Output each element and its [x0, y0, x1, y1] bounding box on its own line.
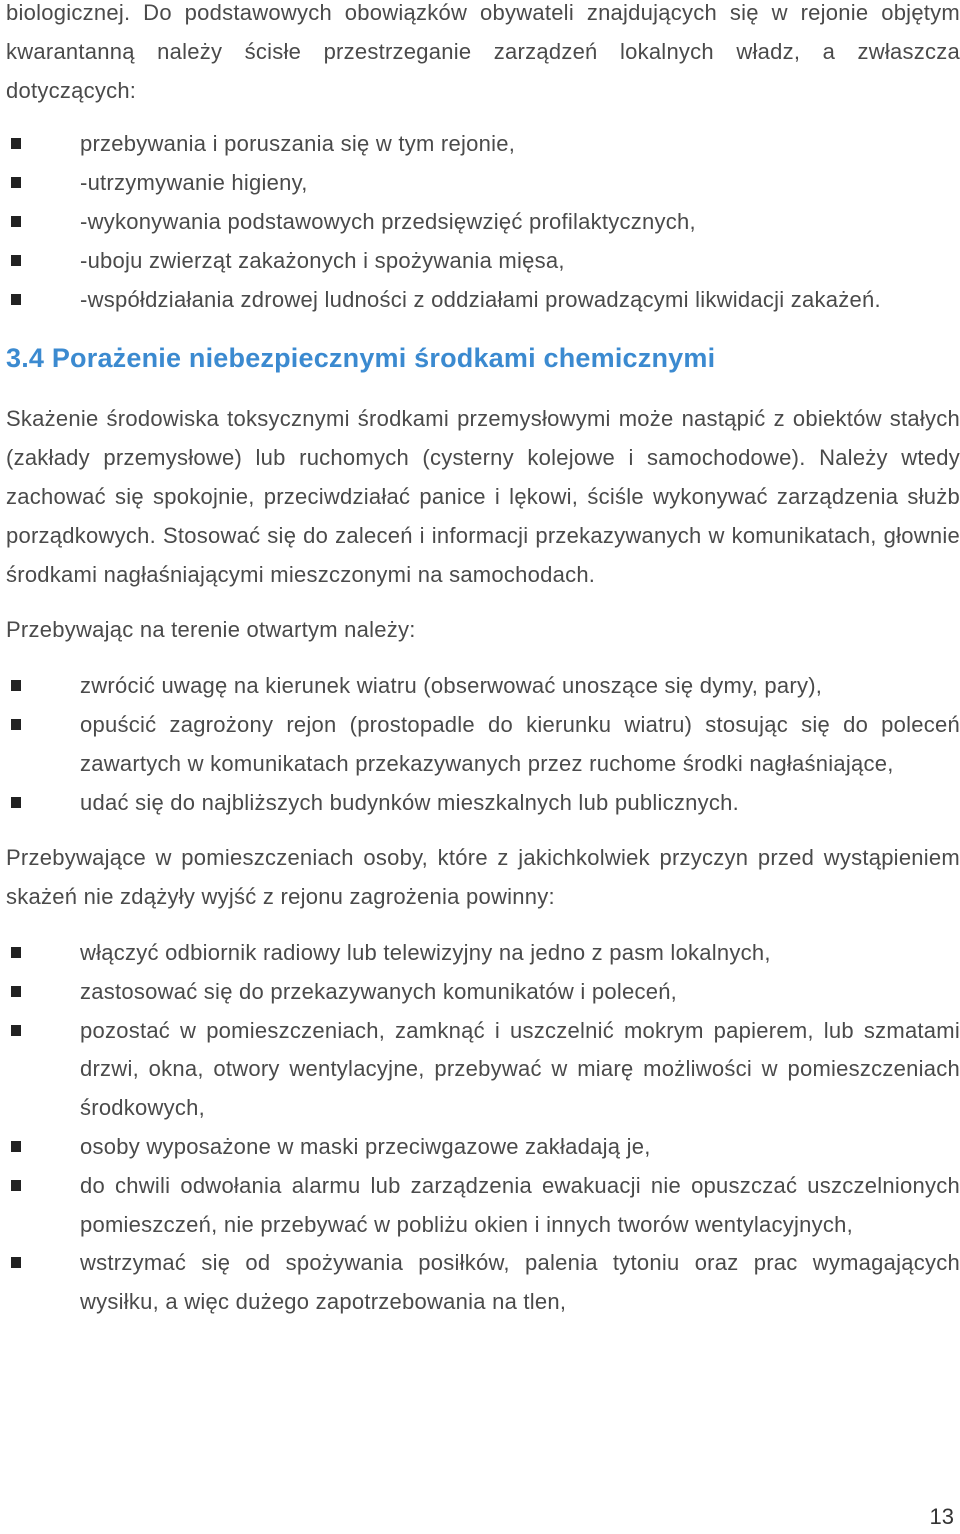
intro-paragraph: biologicznej. Do podstawowych obowiązków obywateli znajdujących się w rejonie objętym kwarantanną należy ścisłe przestrzeganie zarządzeń lokalnych władz, a zwłaszcza dotyczących:: [6, 0, 960, 103]
chemical-contamination-paragraph: Skażenie środowiska toksycznymi środkami przemysłowymi może nastąpić z obiektów stałych (zakłady przemysłowe) lub ruchomych (cysterny kolejowe i samochodowe). Należy wtedy zachować się spokojnie, przeciwdziałać panice i lękowi, ściśle wykonywać zarządzenia służb porządkowych. Stosować się do zaleceń i informacji przekazywanych w komunikatach, głownie środkami nagłaśniającymi mieszczonymi na samochodach.: [6, 406, 960, 587]
indoor-list: [6, 934, 960, 1322]
list-item-text: osoby wyposażone w maski przeciwgazowe zakładają je,: [80, 1133, 651, 1159]
square-bullet-icon: [11, 947, 21, 958]
list-item: [6, 164, 960, 203]
open-area-intro: Przebywając na terenie otwartym należy:: [6, 617, 416, 643]
square-bullet-icon: [11, 1257, 21, 1268]
list-item-text: pozostać w pomieszczeniach, zamknąć i uszczelnić mokrym papierem, lub szmatami drzwi, okna, otwory wentylacyjne, przebywać w miarę możliwości w pomieszczeniach środkowych,: [80, 1017, 960, 1121]
square-bullet-icon: [11, 255, 21, 266]
list-item: [6, 203, 960, 242]
list-item-text: zwrócić uwagę na kierunek wiatru (obserwować unoszące się dymy, pary),: [80, 673, 823, 699]
list-item: [6, 667, 960, 706]
list-item-text: -utrzymywanie higieny,: [80, 170, 308, 196]
square-bullet-icon: [11, 680, 21, 691]
section-heading: 3.4 Porażenie niebezpiecznymi środkami chemicznymi: [6, 343, 716, 374]
square-bullet-icon: [11, 138, 21, 149]
list-item: [6, 1167, 960, 1245]
square-bullet-icon: [11, 1025, 21, 1036]
square-bullet-icon: [11, 986, 21, 997]
list-item: [6, 125, 960, 164]
square-bullet-icon: [11, 1141, 21, 1152]
list-item: [6, 281, 960, 320]
open-area-list: [6, 667, 960, 822]
square-bullet-icon: [11, 177, 21, 188]
page-number: 13: [929, 1504, 954, 1529]
square-bullet-icon: [11, 797, 21, 808]
document-page: [6, 0, 960, 1322]
list-item-text: wstrzymać się od spożywania posiłków, palenia tytoniu oraz prac wymagających wysiłku, a więc dużego zapotrzebowania na tlen,: [80, 1250, 960, 1315]
list-item-text: włączyć odbiornik radiowy lub telewizyjny na jedno z pasm lokalnych,: [80, 939, 771, 965]
square-bullet-icon: [11, 216, 21, 227]
list-item: [6, 973, 960, 1012]
square-bullet-icon: [11, 294, 21, 305]
list-item: [6, 934, 960, 973]
list-item-text: -uboju zwierząt zakażonych i spożywania mięsa,: [80, 247, 565, 273]
list-item-text: zastosować się do przekazywanych komunikatów i poleceń,: [80, 978, 678, 1004]
list-item-text: udać się do najbliższych budynków mieszkalnych lub publicznych.: [80, 789, 739, 815]
list-item: [6, 784, 960, 823]
list-item-text: -wykonywania podstawowych przedsięwzięć profilaktycznych,: [80, 208, 696, 234]
list-item-text: przebywania i poruszania się w tym rejonie,: [80, 131, 516, 157]
square-bullet-icon: [11, 719, 21, 730]
list-item-text: do chwili odwołania alarmu lub zarządzenia ewakuacji nie opuszczać uszczelnionych pomieszczeń, nie przebywać w pobliżu okien i innych tworów wentylacyjnych,: [80, 1172, 960, 1237]
list-item: [6, 706, 960, 784]
quarantine-duties-list: [6, 125, 960, 319]
square-bullet-icon: [11, 1180, 21, 1191]
list-item: [6, 1012, 960, 1128]
list-item: [6, 1244, 960, 1322]
list-item: [6, 242, 960, 281]
list-item: [6, 1128, 960, 1167]
list-item-text: opuścić zagrożony rejon (prostopadle do kierunku wiatru) stosując się do poleceń zawartych w komunikatach przekazywanych przez ruchome środki nagłaśniające,: [80, 711, 960, 776]
list-item-text: -współdziałania zdrowej ludności z oddziałami prowadzącymi likwidacji zakażeń.: [80, 286, 881, 312]
indoor-intro-paragraph: Przebywające w pomieszczeniach osoby, które z jakichkolwiek przyczyn przed wystąpieniem skażeń nie zdążyły wyjść z rejonu zagrożenia powinny:: [6, 845, 960, 910]
